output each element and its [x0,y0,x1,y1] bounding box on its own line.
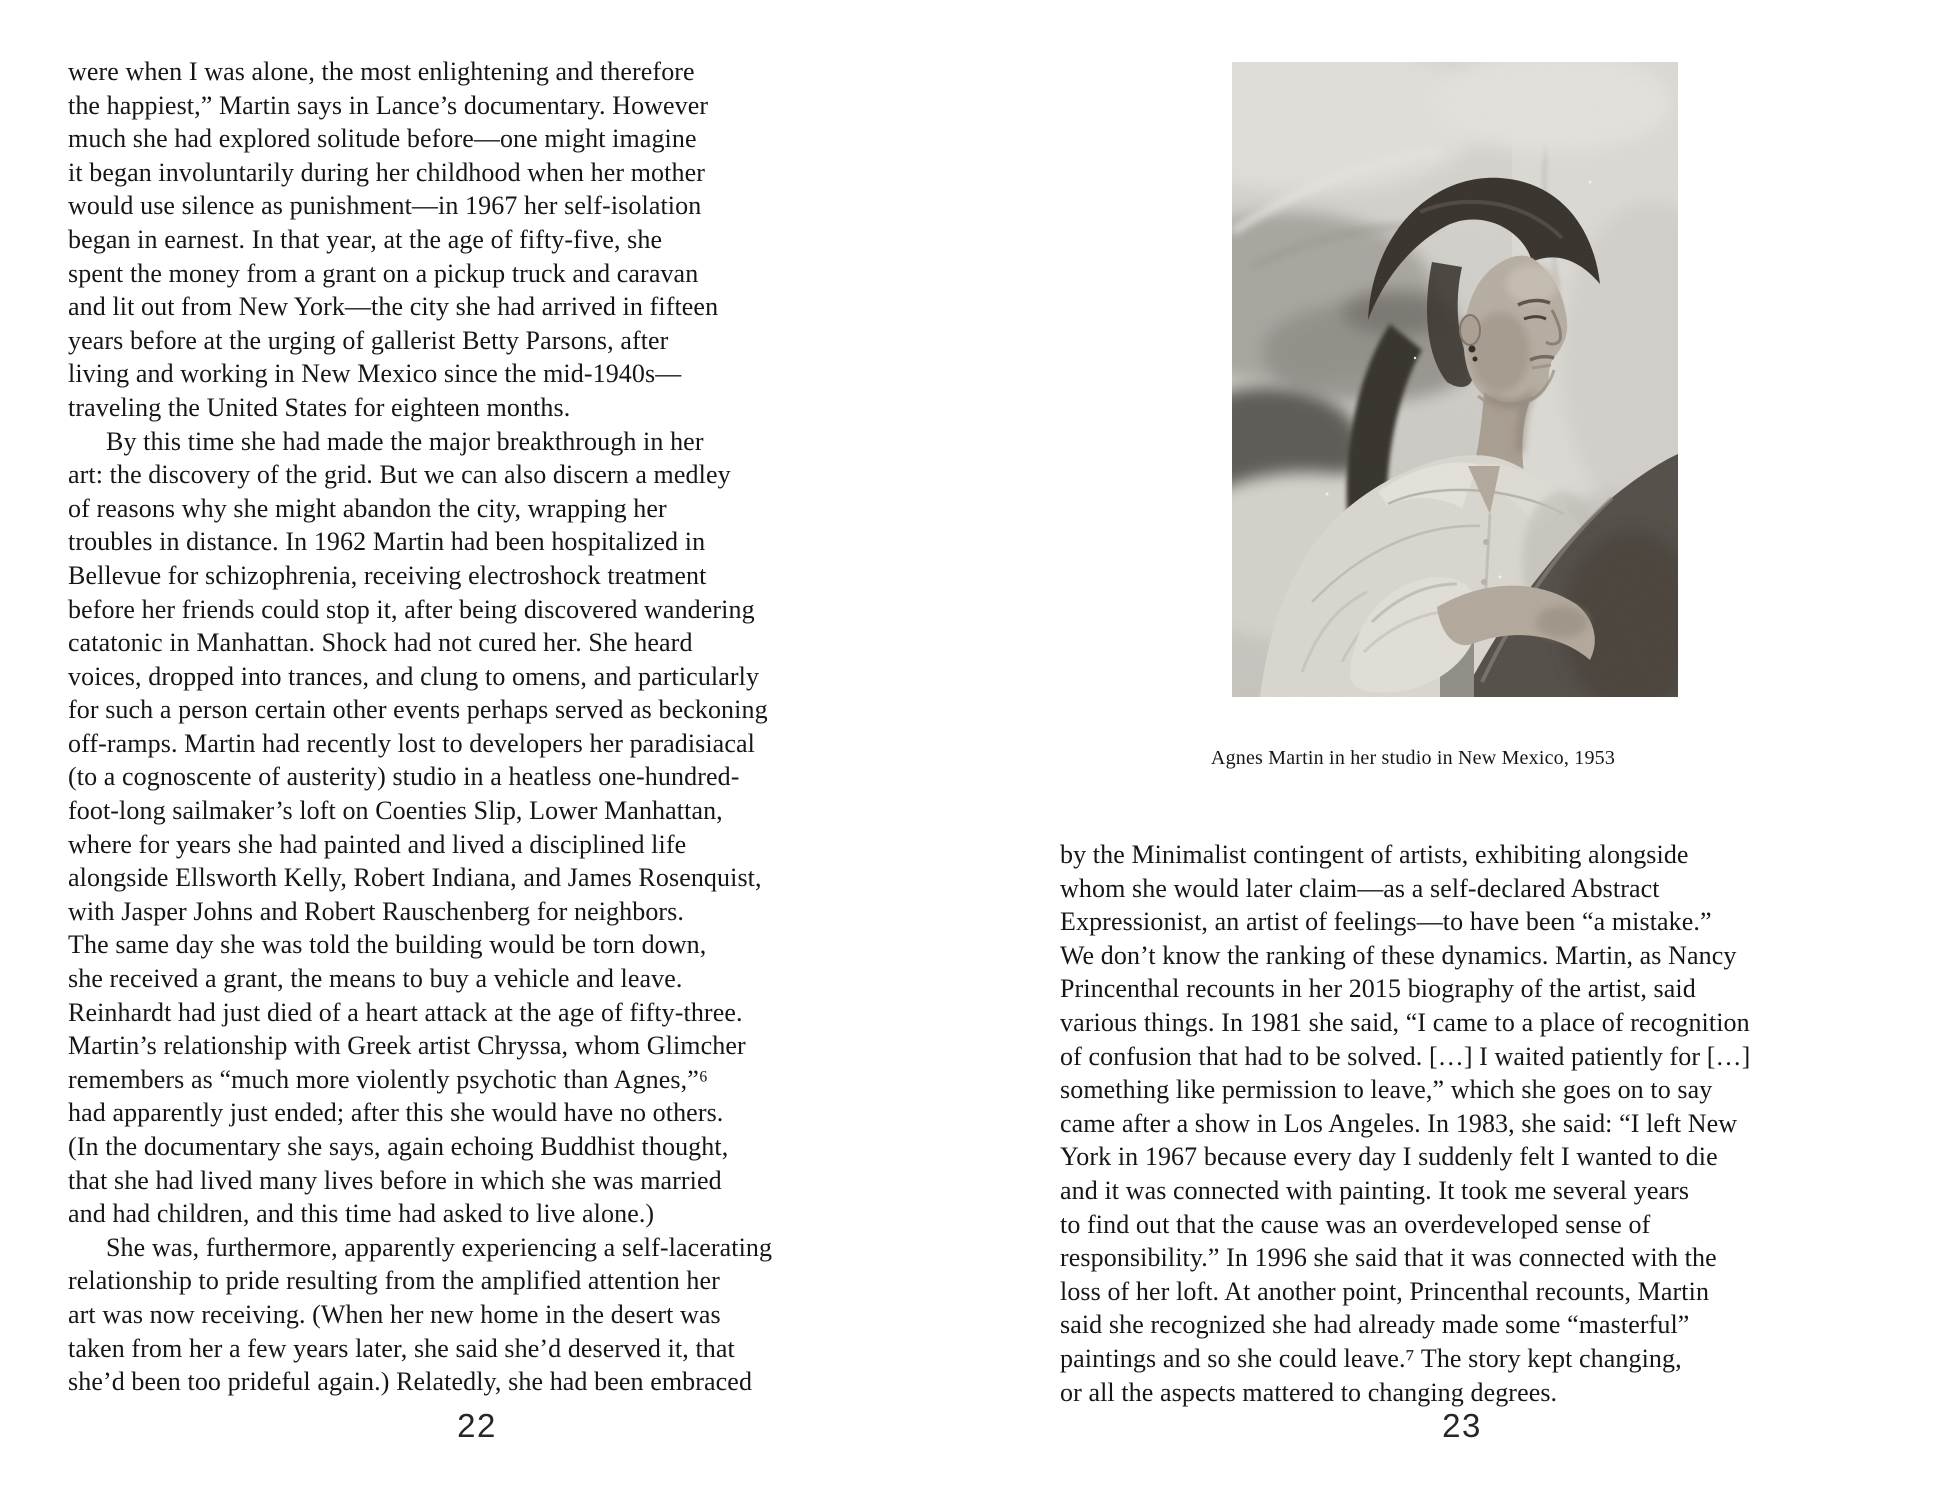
text-line: relationship to pride resulting from the amplified attention her [68,1266,720,1296]
text-line: where for years she had painted and lived a disciplined life [68,829,687,859]
photo-caption: Agnes Martin in her studio in New Mexico, 1953 [1210,747,1616,769]
text-line: (In the documentary she says, again echoing Buddhist thought, [68,1132,729,1161]
text-line: off-ramps. Martin had recently lost to developers her paradisiacal [68,728,755,758]
text-line: traveling the United States for eighteen months. [68,392,571,422]
text-line: troubles in distance. In 1962 Martin had been hospitalized in [68,527,706,557]
text-line: paintings and so she could leave.⁷ The story kept changing, [1060,1343,1682,1373]
text-line: By this time she had made the major breakthrough in her [106,426,704,456]
text-line: The same day she was told the building would be torn down, [68,930,707,960]
text-line: she received a grant, the means to buy a vehicle and leave. [68,964,683,994]
text-line: for such a person certain other events perhaps served as beckoning [68,695,768,725]
text-line: and had children, and this time had asked to live alone.) [68,1199,655,1229]
text-line: Bellevue for schizophrenia, receiving electroshock treatment [68,560,707,590]
text-line: art was now receiving. (When her new home in the desert was [68,1299,721,1329]
text-line: foot-long sailmaker’s loft on Coenties Slip, Lower Manhattan, [68,796,723,826]
text-line: Expressionist, an artist of feelings—to have been “a mistake.” [1060,907,1712,937]
text-line: catatonic in Manhattan. Shock had not cured her. She heard [68,628,693,658]
studio-photo [1232,62,1678,697]
text-line: Princenthal recounts in her 2015 biography of the artist, said [1060,974,1696,1004]
text-line: began in earnest. In that year, at the age of fifty-five, she [68,224,663,254]
text-line: Martin’s relationship with Greek artist Chryssa, whom Glimcher [68,1031,746,1061]
page-number-right: 23 [1442,1407,1482,1444]
text-line: and it was connected with painting. It took me several years [1060,1175,1690,1205]
text-line: alongside Ellsworth Kelly, Robert Indiana, and James Rosenquist, [68,863,762,893]
text-line: spent the money from a grant on a pickup truck and caravan [68,258,699,288]
text-line: York in 1967 because every day I suddenly felt I wanted to die [1060,1142,1718,1172]
text-line: it began involuntarily during her childhood when her mother [68,157,705,187]
text-line: (to a cognoscente of austerity) studio in a heatless one-hundred- [68,762,740,792]
text-line: came after a show in Los Angeles. In 1983, she said: “I left New [1060,1108,1738,1138]
text-line: various things. In 1981 she said, “I came to a place of recognition [1060,1007,1750,1037]
text-line: before her friends could stop it, after being discovered wandering [68,594,755,624]
text-line: something like permission to leave,” which she goes on to say [1060,1075,1713,1105]
right-page-text-block [1060,838,1850,1409]
text-line: to find out that the cause was an overdeveloped sense of [1060,1209,1651,1239]
text-line: responsibility.” In 1996 she said that it was connected with the [1060,1243,1717,1273]
text-line: She was, furthermore, apparently experiencing a self-lacerating [106,1232,773,1262]
text-line: art: the discovery of the grid. But we can also discern a medley [68,460,731,490]
text-line: We don’t know the ranking of these dynamics. Martin, as Nancy [1060,940,1737,970]
text-line: by the Minimalist contingent of artists, exhibiting alongside [1060,840,1689,869]
text-line: were when I was alone, the most enlightening and therefore [68,57,695,86]
text-line: the happiest,” Martin says in Lance’s documentary. However [68,90,709,120]
text-line: or all the aspects mattered to changing degrees. [1060,1377,1558,1407]
text-line: voices, dropped into trances, and clung to omens, and particularly [68,661,760,691]
text-line: with Jasper Johns and Robert Rauschenberg for neighbors. [68,896,685,926]
text-line: years before at the urging of gallerist Betty Parsons, after [68,325,669,355]
left-page-text-block [68,55,898,1399]
text-line: and lit out from New York—the city she had arrived in fifteen [68,292,719,322]
text-line: said she recognized she had already made some “masterful” [1060,1310,1690,1340]
text-line: loss of her loft. At another point, Princenthal recounts, Martin [1060,1276,1710,1306]
text-line: Reinhardt had just died of a heart attack at the age of fifty-three. [68,997,743,1027]
text-line: would use silence as punishment—in 1967 her self-isolation [68,191,702,221]
text-line: whom she would later claim—as a self-declared Abstract [1060,873,1660,903]
text-line: remembers as “much more violently psychotic than Agnes,”⁶ [68,1064,709,1094]
text-line: living and working in New Mexico since the mid-1940s— [68,359,682,389]
text-line: of reasons why she might abandon the city, wrapping her [68,493,667,523]
text-line: had apparently just ended; after this she would have no others. [68,1098,724,1128]
photo-agnes-martin [1232,62,1678,697]
text-line: that she had lived many lives before in which she was married [68,1165,722,1195]
text-line: taken from her a few years later, she said she’d deserved it, that [68,1333,735,1363]
text-line: much she had explored solitude before—one might imagine [68,124,697,154]
text-line: she’d been too prideful again.) Relatedly, she had been embraced [68,1367,753,1397]
page-number-left: 22 [457,1407,497,1444]
text-line: of confusion that had to be solved. […] I waited patiently for […] [1060,1041,1751,1071]
